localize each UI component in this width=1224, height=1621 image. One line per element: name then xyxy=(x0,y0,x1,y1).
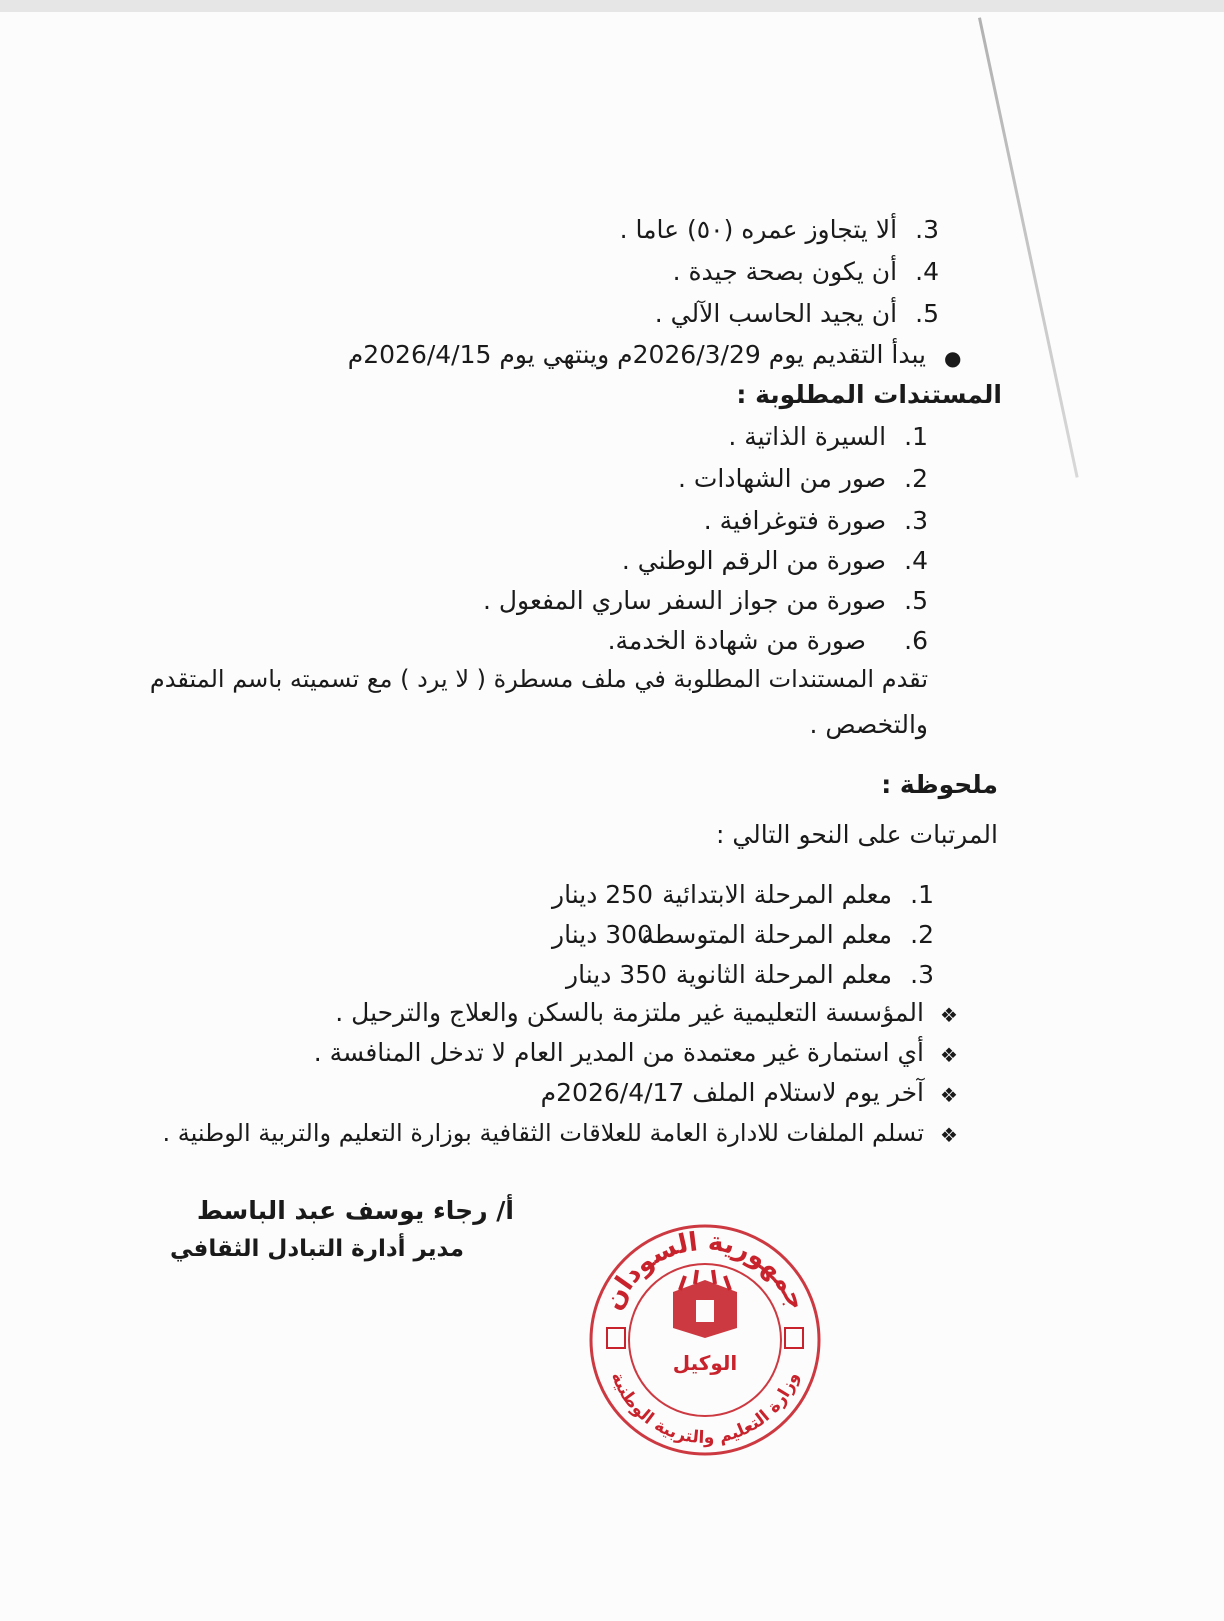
ministry-seal-stamp xyxy=(585,1220,825,1460)
seal-ministry-text: وزارة التعليم والتربية الوطنية xyxy=(606,1369,804,1449)
note-heading: ملحوظة : xyxy=(881,770,998,799)
documents-heading: المستندات المطلوبة : xyxy=(736,380,1002,409)
condition-item: 4. أن يكون بصحة جيدة . xyxy=(672,257,939,286)
note-item: تسلم الملفات للادارة العامة للعلاقات الثقافية بوزارة التعليم والتربية الوطنية . xyxy=(162,1119,924,1147)
top-band xyxy=(0,0,1224,12)
svg-text:وزارة التعليم والتربية الوطنية xyxy=(607,1369,803,1448)
note-item: أي استمارة غير معتمدة من المدير العام لا تدخل المنافسة . xyxy=(313,1038,924,1067)
application-period: يبدأ التقديم يوم 2026/3/29م وينتهي يوم 2026/4/15م xyxy=(347,340,926,369)
diamond-bullet-icon: ❖ xyxy=(940,1083,958,1107)
document-item: 4. صورة من الرقم الوطني . xyxy=(621,546,928,575)
seal-outer-text: جمهورية السودان xyxy=(598,1226,812,1315)
signatory-name: أ/ رجاء يوسف عبد الباسط xyxy=(196,1196,514,1225)
condition-item: 5. أن يجيد الحاسب الآلي . xyxy=(654,299,939,328)
submission-instructions: تقدم المستندات المطلوبة في ملف مسطرة ( لا يرد ) مع تسميته باسم المتقدم xyxy=(149,665,928,693)
condition-item: 3. ألا يتجاوز عمره (٥٠) عاما . xyxy=(619,215,939,244)
document-item: 1. السيرة الذاتية . xyxy=(728,422,928,451)
diamond-bullet-icon: ❖ xyxy=(940,1003,958,1027)
note-item: المؤسسة التعليمية غير ملتزمة بالسكن والعلاج والترحيل . xyxy=(335,998,924,1027)
salary-role: 2. معلم المرحلة المتوسطة xyxy=(641,920,934,949)
salaries-intro: المرتبات على النحو التالي : xyxy=(715,820,998,849)
salary-amount: 300 دينار xyxy=(552,920,653,949)
document-item: 5. صورة من جواز السفر ساري المفعول . xyxy=(482,586,928,615)
submission-instructions-cont: والتخصص . xyxy=(809,710,928,739)
document-item: 6. صورة من شهادة الخدمة. xyxy=(607,626,928,655)
seal-center-text: الوكيل xyxy=(672,1351,738,1375)
document-item: 3. صورة فتوغرافية . xyxy=(703,506,928,535)
salary-amount: 350 دينار xyxy=(566,960,667,989)
document-item: 2. صور من الشهادات . xyxy=(678,464,928,493)
seal-emblem-icon xyxy=(673,1270,737,1338)
salary-amount: 250 دينار xyxy=(552,880,653,909)
salary-role: 3. معلم المرحلة الثانوية xyxy=(675,960,934,989)
bullet-dot-icon: ● xyxy=(944,346,962,370)
salary-role: 1. معلم المرحلة الابتدائية xyxy=(662,880,934,909)
diamond-bullet-icon: ❖ xyxy=(940,1123,958,1147)
signatory-title: مدير أدارة التبادل الثقافي xyxy=(169,1236,464,1262)
diamond-bullet-icon: ❖ xyxy=(940,1043,958,1067)
note-item: آخر يوم لاستلام الملف 2026/4/17م xyxy=(540,1078,924,1107)
